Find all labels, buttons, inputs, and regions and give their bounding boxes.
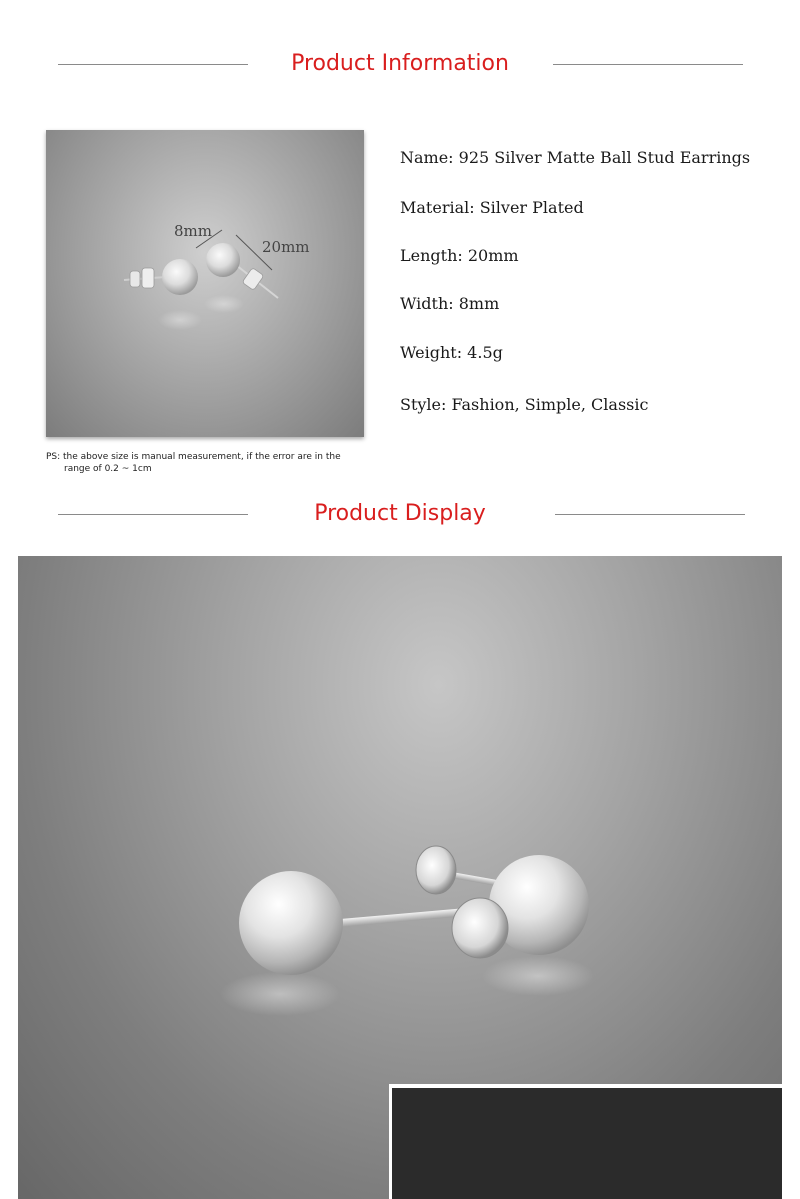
note-line-1: PS: the above size is manual measurement, if the error are in the <box>46 452 341 462</box>
spec-name: Name: 925 Silver Matte Ball Stud Earrings <box>400 148 751 167</box>
earrings-display-illustration <box>18 556 782 1199</box>
product-display-photo <box>18 556 782 1199</box>
header-divider-right <box>555 514 745 515</box>
spec-width: Width: 8mm <box>400 294 500 313</box>
measurement-note <box>46 451 366 475</box>
product-dimension-photo <box>46 130 364 437</box>
header-divider-right <box>553 64 743 65</box>
product-information-header <box>0 44 800 84</box>
earrings-dimension-illustration <box>46 130 364 437</box>
section-title: Product Display <box>314 501 486 526</box>
spec-weight: Weight: 4.5g <box>400 343 503 362</box>
spec-length: Length: 20mm <box>400 246 519 265</box>
spec-style: Style: Fashion, Simple, Classic <box>400 395 649 414</box>
dimension-label-length: 20mm <box>262 238 310 256</box>
dimension-label-width: 8mm <box>174 222 212 240</box>
spec-material: Material: Silver Plated <box>400 198 584 217</box>
section-title: Product Information <box>291 51 509 76</box>
note-line-2: range of 0.2 ~ 1cm <box>64 464 152 474</box>
product-display-header <box>0 494 800 534</box>
